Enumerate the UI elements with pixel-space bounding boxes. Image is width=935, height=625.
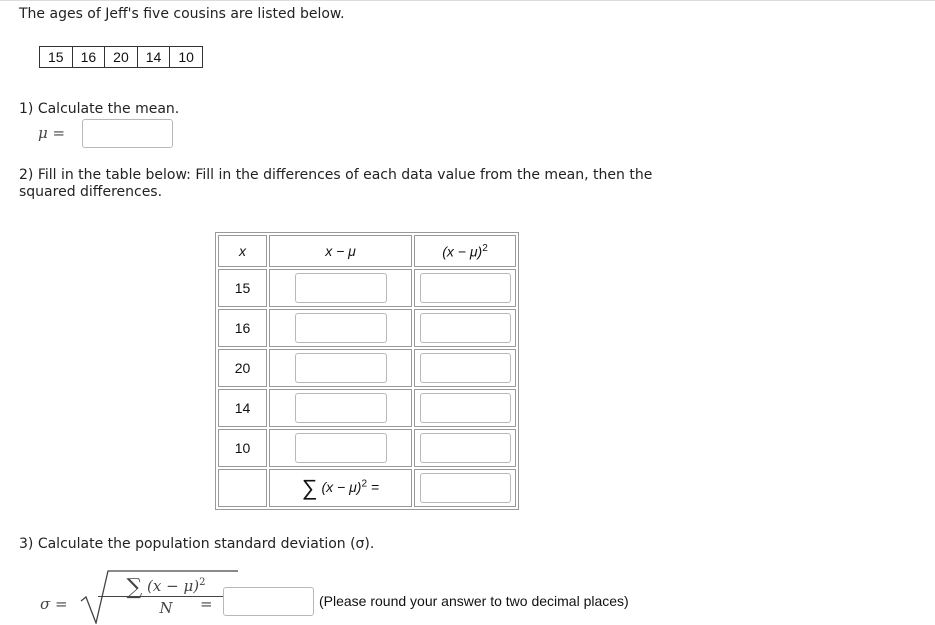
sigma-label: σ = <box>40 595 68 613</box>
difference-input[interactable] <box>295 433 387 463</box>
header-x: x <box>218 235 267 267</box>
difference-input[interactable] <box>295 393 387 423</box>
sum-of-squares-label <box>269 469 412 507</box>
squared-difference-input[interactable] <box>420 353 511 383</box>
sum-label-equals: = <box>367 479 380 495</box>
squared-difference-input[interactable] <box>420 273 511 303</box>
data-value: 15 <box>40 47 73 68</box>
difference-input[interactable] <box>295 313 387 343</box>
row-x-value: 14 <box>218 389 267 427</box>
table-row <box>218 269 516 307</box>
equals-sign: = <box>200 595 213 613</box>
table-row <box>218 389 516 427</box>
squared-difference-input[interactable] <box>420 313 511 343</box>
table-row <box>218 429 516 467</box>
table-row <box>218 309 516 347</box>
squared-difference-input[interactable] <box>420 433 511 463</box>
question-2-prompt: 2) Fill in the table below: Fill in the differences of each data value from the mean, then the squared differences. <box>19 167 653 200</box>
fraction-bar <box>98 596 234 597</box>
question-3-prompt: 3) Calculate the population standard deviation (σ). <box>19 536 375 552</box>
mean-answer-input[interactable] <box>82 119 173 148</box>
rounding-note: (Please round your answer to two decimal places) <box>319 593 629 609</box>
sum-of-squares-input[interactable] <box>420 473 511 503</box>
data-value: 10 <box>170 47 203 68</box>
squared-difference-input[interactable] <box>420 393 511 423</box>
table-row <box>218 349 516 387</box>
summation-symbol: ∑ <box>126 575 143 600</box>
empty-cell <box>218 469 267 507</box>
header-squared-base: (x − μ) <box>442 243 483 260</box>
header-squared-difference <box>414 235 516 267</box>
numerator-base: (x − μ) <box>142 577 200 595</box>
formula-numerator <box>96 571 236 600</box>
difference-input[interactable] <box>295 273 387 303</box>
data-value: 14 <box>137 47 170 68</box>
difference-input[interactable] <box>295 353 387 383</box>
mean-symbol-label: μ = <box>38 124 66 142</box>
top-divider <box>0 0 935 1</box>
header-difference: x − μ <box>269 235 412 267</box>
numerator-exponent: 2 <box>199 577 206 588</box>
std-dev-answer-input[interactable] <box>223 587 314 616</box>
row-x-value: 20 <box>218 349 267 387</box>
data-value: 20 <box>105 47 138 68</box>
data-values-table <box>39 46 203 68</box>
summation-symbol: ∑ <box>301 475 318 500</box>
data-value: 16 <box>72 47 105 68</box>
sum-row <box>218 469 516 507</box>
header-squared-exponent: 2 <box>482 242 488 254</box>
row-x-value: 10 <box>218 429 267 467</box>
row-x-value: 15 <box>218 269 267 307</box>
sum-label-exponent: 2 <box>361 478 367 490</box>
problem-intro: The ages of Jeff's five cousins are listed below. <box>19 6 345 22</box>
sum-label-base: (x − μ) <box>317 479 362 495</box>
deviation-table <box>215 232 519 510</box>
row-x-value: 16 <box>218 309 267 347</box>
formula-fraction <box>96 571 236 618</box>
formula-denominator: N <box>159 599 173 617</box>
question-1-prompt: 1) Calculate the mean. <box>19 101 180 117</box>
